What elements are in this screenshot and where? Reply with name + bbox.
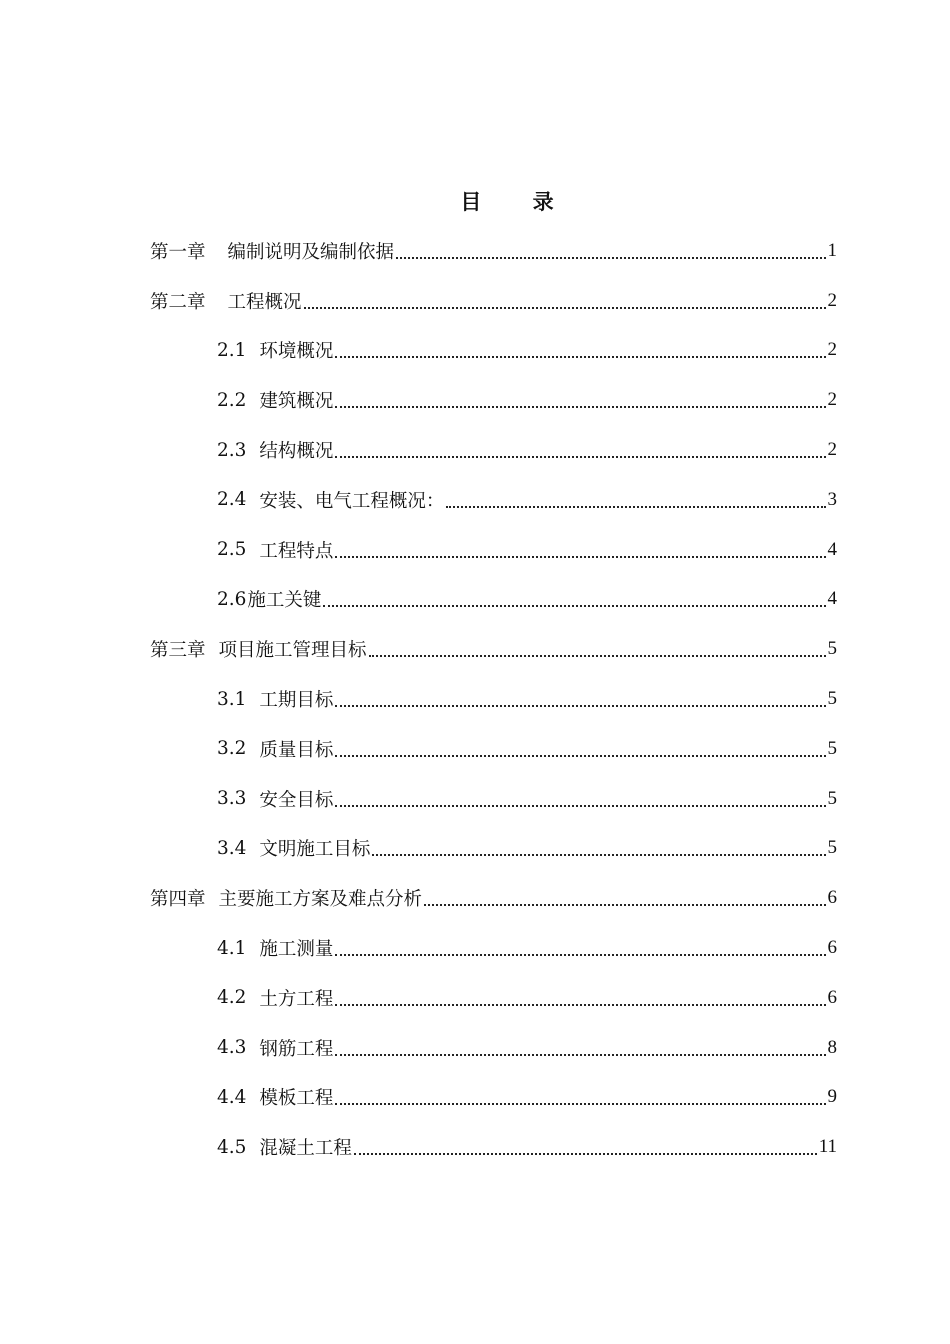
- toc-entry-page: 5: [827, 787, 837, 809]
- toc-entry-number: 第四章: [150, 889, 206, 911]
- dot-leader: [335, 1004, 825, 1006]
- toc-entry-page: 1: [827, 239, 837, 261]
- dot-leader: [335, 1103, 825, 1105]
- toc-entry-page: 5: [827, 837, 837, 859]
- toc-entry-number: 2.4: [217, 489, 247, 511]
- toc-entry-number: 3.3: [217, 788, 247, 810]
- toc-entry-title: 安装、电气工程概况：: [259, 490, 445, 512]
- toc-entry[interactable]: [150, 1073, 837, 1123]
- toc-entry-page: 5: [827, 737, 837, 759]
- toc-entry-title: 环境概况: [259, 341, 334, 363]
- toc-entry-title: 混凝土工程: [259, 1138, 352, 1160]
- toc-entry-title: 土方工程: [259, 988, 334, 1010]
- toc-entry[interactable]: [150, 774, 837, 824]
- toc-entry-page: 4: [827, 538, 837, 560]
- dot-leader: [335, 805, 825, 807]
- dot-leader: [335, 406, 825, 408]
- toc-entry-title: 结构概况: [259, 441, 334, 463]
- dot-leader: [335, 755, 825, 757]
- toc-entry-number: 4.1: [217, 937, 247, 959]
- toc-entry-number: 2.2: [217, 389, 247, 411]
- dot-leader: [335, 356, 825, 358]
- toc-entry[interactable]: [150, 575, 837, 625]
- toc-entry-title: 编制说明及编制依据: [227, 241, 395, 263]
- toc-list: [150, 226, 837, 1172]
- dot-leader: [335, 456, 825, 458]
- dot-leader: [335, 1054, 825, 1056]
- toc-entry[interactable]: [150, 425, 837, 475]
- dot-leader: [304, 307, 826, 309]
- toc-entry-page: 11: [818, 1136, 837, 1158]
- toc-entry[interactable]: [150, 624, 837, 674]
- toc-entry-number: 2.5: [217, 539, 247, 561]
- toc-entry[interactable]: [150, 724, 837, 774]
- toc-entry-number: 第三章: [150, 640, 206, 662]
- dot-leader: [424, 904, 825, 906]
- toc-entry-number: 3.2: [217, 738, 247, 760]
- toc-entry[interactable]: [150, 923, 837, 973]
- dot-leader: [335, 954, 825, 956]
- toc-entry-title: 工程特点: [259, 540, 334, 562]
- toc-entry-number: 第二章: [150, 291, 206, 313]
- toc-entry[interactable]: [150, 674, 837, 724]
- toc-entry-title: 建筑概况: [259, 391, 334, 413]
- toc-entry-title: 文明施工目标: [259, 839, 371, 861]
- toc-entry-title: 项目施工管理目标: [218, 640, 367, 662]
- toc-entry-page: 2: [827, 339, 837, 361]
- toc-entry-number: 3.4: [217, 837, 247, 859]
- toc-entry-title: 施工测量: [259, 939, 334, 961]
- toc-entry-number: 2.6: [217, 588, 247, 610]
- toc-entry[interactable]: [150, 973, 837, 1023]
- toc-entry-number: 4.5: [217, 1136, 247, 1158]
- toc-entry-title: 主要施工方案及难点分析: [218, 889, 423, 911]
- dot-leader: [396, 257, 825, 259]
- toc-entry[interactable]: [150, 276, 837, 326]
- toc-title: 目 录: [460, 190, 576, 214]
- toc-entry[interactable]: [150, 375, 837, 425]
- dot-leader: [335, 556, 825, 558]
- dot-leader: [369, 655, 826, 657]
- toc-entry-number: 4.4: [217, 1086, 247, 1108]
- dot-leader: [354, 1153, 817, 1155]
- toc-entry-title: 施工关键: [247, 590, 322, 612]
- toc-entry-number: 4.2: [217, 987, 247, 1009]
- toc-entry-number: 第一章: [150, 241, 206, 263]
- toc-entry-title: 钢筋工程: [259, 1038, 334, 1060]
- toc-entry-page: 5: [827, 638, 837, 660]
- dot-leader: [446, 506, 825, 508]
- toc-entry-page: 2: [827, 389, 837, 411]
- dot-leader: [372, 854, 825, 856]
- toc-entry-title: 模板工程: [259, 1088, 334, 1110]
- toc-entry-page: 6: [827, 986, 837, 1008]
- toc-entry[interactable]: [150, 226, 837, 276]
- toc-entry[interactable]: [150, 525, 837, 575]
- toc-entry-number: 3.1: [217, 688, 247, 710]
- toc-entry-number: 4.3: [217, 1037, 247, 1059]
- dot-leader: [323, 605, 825, 607]
- toc-entry-title: 质量目标: [259, 739, 334, 761]
- toc-entry[interactable]: [150, 1122, 837, 1172]
- toc-entry-page: 5: [827, 688, 837, 710]
- toc-entry-number: 2.3: [217, 439, 247, 461]
- toc-entry[interactable]: [150, 475, 837, 525]
- toc-entry-page: 3: [827, 488, 837, 510]
- toc-entry-page: 4: [827, 588, 837, 610]
- toc-entry-number: 2.1: [217, 339, 247, 361]
- toc-entry-page: 2: [827, 289, 837, 311]
- toc-entry-page: 2: [827, 439, 837, 461]
- toc-entry-title: 工程概况: [227, 291, 302, 313]
- toc-entry-page: 9: [827, 1086, 837, 1108]
- toc-entry-title: 安全目标: [259, 789, 334, 811]
- toc-entry-page: 6: [827, 937, 837, 959]
- toc-entry[interactable]: [150, 873, 837, 923]
- toc-entry[interactable]: [150, 1023, 837, 1073]
- toc-entry[interactable]: [150, 824, 837, 874]
- toc-entry-page: 8: [827, 1036, 837, 1058]
- toc-entry[interactable]: [150, 326, 837, 376]
- toc-entry-title: 工期目标: [259, 690, 334, 712]
- dot-leader: [335, 705, 825, 707]
- toc-entry-page: 6: [827, 887, 837, 909]
